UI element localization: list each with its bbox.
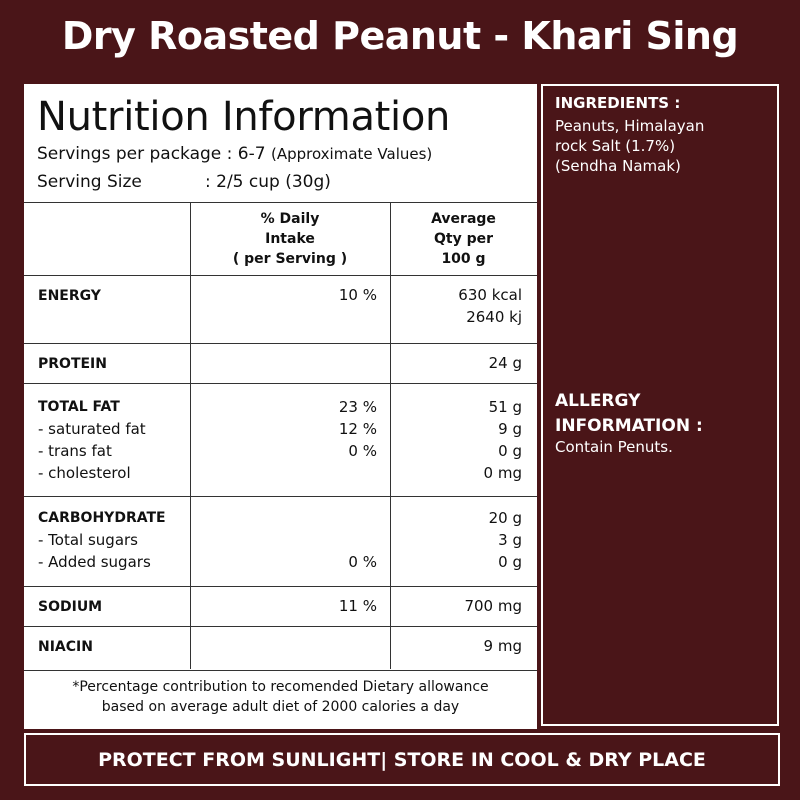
avg-value-cell — [392, 396, 522, 484]
nutrient-label: NIACIN — [38, 639, 93, 655]
ingredients-line: Peanuts, Himalayan — [555, 117, 705, 135]
nutrient-name — [38, 396, 146, 484]
allergy-text: Contain Penuts. — [555, 438, 673, 456]
avg-value: 51 g — [488, 398, 522, 416]
avg-value: 0 mg — [483, 464, 522, 482]
nutrient-label: CARBOHYDRATE — [38, 510, 166, 526]
daily-value: 23 % — [338, 398, 377, 416]
table-row — [24, 275, 537, 344]
avg-value: 9 mg — [483, 637, 522, 655]
sub-nutrient: - Added sugars — [38, 553, 151, 571]
storage-banner — [24, 733, 780, 786]
nutrient-label: ENERGY — [38, 288, 101, 304]
avg-value: 2640 kj — [466, 308, 522, 326]
daily-value: 0 % — [348, 442, 377, 460]
sub-nutrient: - cholesterol — [38, 464, 131, 482]
header-line: ( per Serving ) — [232, 251, 348, 267]
nutrient-label: TOTAL FAT — [38, 399, 120, 415]
servings-note: (Approximate Values) — [270, 145, 433, 163]
avg-value: 700 mg — [464, 597, 522, 615]
serving-size-label: Serving Size — [37, 172, 142, 192]
footnote-line: *Percentage contribution to recomended Dietary allowance — [72, 679, 489, 695]
header-line: Qty per — [433, 231, 493, 247]
nutrient-label: PROTEIN — [38, 356, 107, 372]
nutrition-header — [24, 84, 537, 202]
daily-value-cell — [192, 396, 377, 462]
avg-value: 20 g — [488, 509, 522, 527]
serving-size-line — [37, 172, 331, 192]
product-title: Dry Roasted Peanut - Khari Sing — [61, 14, 739, 58]
nutrient-name — [38, 352, 107, 375]
nutrient-name — [38, 507, 166, 573]
storage-text: PROTECT FROM SUNLIGHT| STORE IN COOL & DRY PLACE — [98, 748, 706, 771]
footnote-line: based on average adult diet of 2000 calories a day — [101, 699, 460, 715]
avg-value: 3 g — [498, 531, 522, 549]
daily-intake-header — [190, 209, 390, 269]
header-line: Average — [431, 211, 496, 227]
servings-label: Servings per package : 6-7 — [37, 144, 266, 164]
nutrient-label: SODIUM — [38, 599, 103, 615]
table-row — [24, 626, 537, 671]
daily-value: 12 % — [338, 420, 377, 438]
ingredients-text — [555, 116, 775, 176]
ingredients-line: rock Salt (1.7%) — [555, 137, 676, 155]
sub-nutrient: - trans fat — [38, 442, 112, 460]
nutrient-name — [38, 284, 101, 307]
table-row — [24, 383, 537, 497]
allergy-label-line: INFORMATION : — [555, 416, 703, 436]
table-header-row — [24, 202, 537, 276]
avg-value-cell — [392, 284, 522, 328]
header-line: 100 g — [441, 251, 486, 267]
avg-value: 24 g — [488, 354, 522, 372]
ingredients-label: INGREDIENTS : — [555, 94, 681, 112]
table-row — [24, 496, 537, 587]
table-row — [24, 586, 537, 627]
ingredients-line: (Sendha Namak) — [555, 157, 681, 175]
nutrient-name — [38, 635, 93, 658]
allergy-label — [555, 389, 775, 439]
avg-value: 0 g — [498, 442, 522, 460]
avg-value: 630 kcal — [458, 286, 522, 304]
serving-size-value: : 2/5 cup (30g) — [205, 172, 331, 192]
avg-value-cell — [392, 507, 522, 573]
nutrient-name — [38, 595, 102, 618]
daily-value: 10 % — [338, 286, 377, 304]
sub-nutrient: - Total sugars — [38, 531, 138, 549]
nutrition-panel — [24, 84, 537, 729]
servings-line — [37, 144, 432, 164]
header-line: % Daily — [260, 211, 320, 227]
avg-value: 0 g — [498, 553, 522, 571]
header-line: Intake — [265, 231, 315, 247]
avg-qty-header — [390, 209, 537, 269]
allergy-label-line: ALLERGY — [555, 391, 641, 411]
nutrition-heading: Nutrition Information — [37, 94, 451, 140]
avg-value: 9 g — [498, 420, 522, 438]
info-panel — [541, 84, 779, 726]
daily-value: 0 % — [348, 553, 377, 571]
table-row — [24, 343, 537, 384]
daily-value: 11 % — [338, 597, 377, 615]
footnote — [24, 677, 537, 717]
sub-nutrient: - saturated fat — [38, 420, 146, 438]
